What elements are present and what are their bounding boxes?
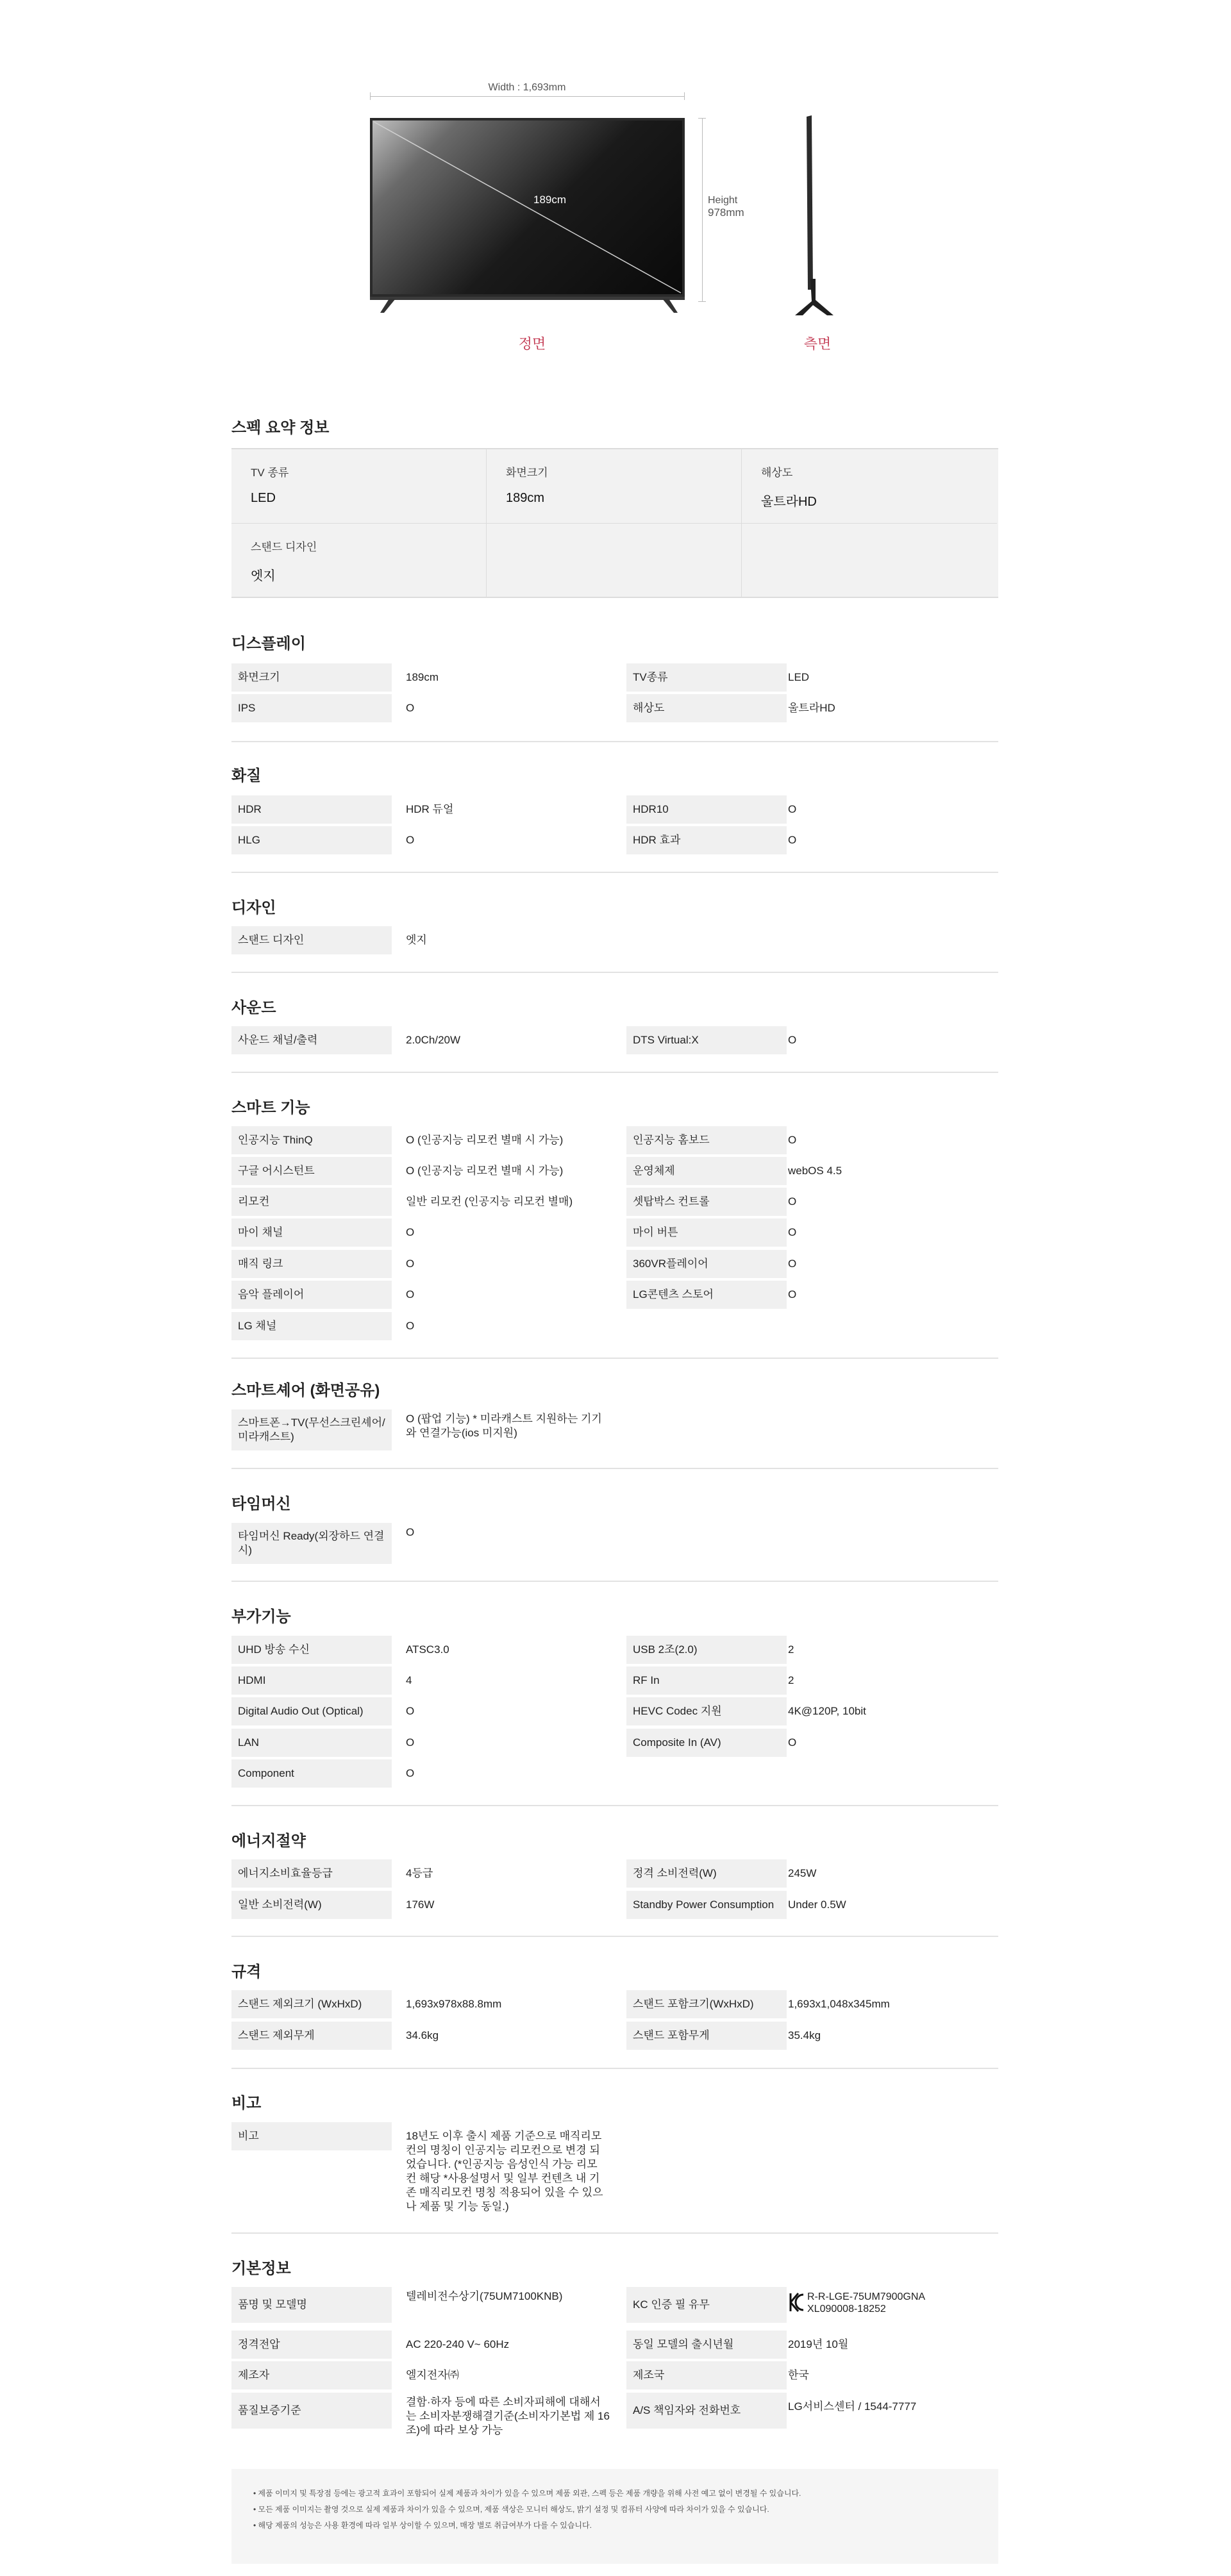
spec-value: 35.4kg [788, 2029, 821, 2041]
spec-key: 스탠드 제외무게 [231, 2022, 392, 2050]
spec-value: O [406, 834, 415, 846]
spec-key: Digital Audio Out (Optical) [231, 1697, 392, 1725]
section-title-sub: (화면공유) [305, 1382, 380, 1399]
spec-row [231, 1250, 998, 1278]
section-divider [231, 1072, 998, 1073]
spec-key: Composite In (AV) [626, 1729, 787, 1757]
spec-key: 에너지소비효율등급 [231, 1859, 392, 1888]
spec-key: A/S 책임자와 전화번호 [626, 2393, 787, 2429]
spec-key: HDR [231, 795, 392, 824]
spec-key: 음악 플레이어 [231, 1281, 392, 1309]
spec-value: O [406, 702, 415, 714]
disclaimer-item: • 제품 이미지 및 특장점 등에는 광고적 효과이 포함되어 실제 제품과 차이가 있을 수 있으며 제품 외관, 스펙 등은 제품 개량을 위해 사전 예고 없이 변경될 수 있습니다. [253, 2486, 998, 2502]
spec-key: 매직 링크 [231, 1250, 392, 1278]
diagonal-line [370, 118, 685, 297]
spec-value: O [788, 1288, 797, 1300]
section-title-text: 에너지절약 [231, 1832, 306, 1850]
summary-cell-stand-design [231, 524, 487, 598]
spec-value: O (인공지능 리모컨 별매 시 가능) [406, 1165, 564, 1177]
spec-key: 리모컨 [231, 1188, 392, 1216]
spec-row [231, 1636, 998, 1664]
tv-stand-feet [375, 299, 683, 314]
spec-key: 일반 소비전력(W) [231, 1891, 392, 1919]
spec-key: 정격 소비전력(W) [626, 1859, 787, 1888]
spec-key: 스탠드 제외크기 (WxHxD) [231, 1990, 392, 2018]
section-title-text: 타임머신 [231, 1495, 291, 1513]
summary-box [231, 448, 998, 598]
spec-value: ATSC3.0 [406, 1643, 449, 1656]
spec-row [231, 2361, 998, 2389]
width-label: Width : 1,693mm [476, 82, 578, 94]
kc-cert-icon [788, 2291, 805, 2314]
height-tick-bottom [698, 301, 706, 302]
spec-value: O [406, 1226, 415, 1238]
spec-value: O [406, 1288, 415, 1300]
spec-row [231, 1126, 998, 1154]
height-label: Height [708, 195, 738, 206]
spec-row [231, 1759, 998, 1788]
spec-value: 4K@120P, 10bit [788, 1705, 866, 1717]
spec-key: 마이 채널 [231, 1218, 392, 1247]
section-divider [231, 741, 998, 742]
section-title-text: 화질 [231, 767, 262, 785]
section-divider [231, 1468, 998, 1469]
spec-key: 비고 [231, 2122, 392, 2150]
section-divider [231, 2068, 998, 2069]
spec-row [231, 826, 998, 854]
summary-title: 스펙 요약 정보 [231, 419, 330, 436]
section-divider [231, 1805, 998, 1806]
spec-row [231, 1666, 998, 1695]
spec-row [231, 1523, 998, 1564]
spec-row [231, 926, 998, 954]
spec-row [231, 2122, 998, 2213]
spec-value: 엣지 [406, 934, 427, 946]
section-title-text: 스마트셰어 [231, 1382, 306, 1399]
spec-value: 엘지전자㈜ [406, 2369, 459, 2381]
spec-key: HDR10 [626, 795, 787, 824]
summary-label: TV 종류 [251, 467, 289, 479]
section-title-text: 스마트 기능 [231, 1099, 310, 1117]
spec-key: 인공지능 홈보드 [626, 1126, 787, 1154]
diagonal-label: 189cm [533, 194, 567, 206]
spec-row [231, 663, 998, 692]
spec-value: LG서비스센터 / 1544-7777 [788, 2400, 917, 2413]
spec-key: LG 채널 [231, 1312, 392, 1340]
summary-label: 해상도 [761, 467, 793, 479]
section-title-text: 디스플레이 [231, 635, 306, 652]
spec-value: HDR 듀얼 [406, 803, 454, 815]
spec-value: 일반 리모컨 (인공지능 리모컨 별매) [406, 1195, 573, 1208]
spec-value: 18년도 이후 출시 제품 기준으로 매직리모컨의 명칭이 인공지능 리모컨으로 변경 되었습니다. (*인공지능 음성인식 가능 리모컨 해당 *사용설명서 및 일부 컨텐츠 내 기존 매직리모컨 명칭 적용되어 있을 수 있으나 제품 및 기능 동일.) [406, 2130, 603, 2213]
spec-key: 마이 버튼 [626, 1218, 787, 1247]
kc-cert-line: R-R-LGE-75UM7900GNA [807, 2291, 926, 2302]
spec-key: 운영체제 [626, 1157, 787, 1185]
side-caption: 측면 [803, 336, 832, 352]
spec-value: 2 [788, 1674, 794, 1686]
spec-value: O [788, 1258, 797, 1270]
spec-value: O [788, 803, 797, 815]
spec-row [231, 1409, 998, 1450]
section-title-text: 부가기능 [231, 1608, 291, 1625]
spec-key: 품명 및 모델명 [231, 2287, 392, 2323]
spec-value: O [788, 1226, 797, 1238]
spec-row [231, 1188, 998, 1216]
summary-label: 화면크기 [506, 467, 548, 479]
spec-key: UHD 방송 수신 [231, 1636, 392, 1664]
spec-value: O (팝업 기능) * 미라캐스트 지원하는 기기와 연결가능(ios 미지원) [406, 1413, 602, 1439]
spec-value: O [788, 1736, 797, 1749]
spec-key: 셋탑박스 컨트롤 [626, 1188, 787, 1216]
height-line [702, 118, 703, 301]
spec-key: RF In [626, 1666, 787, 1695]
spec-value: 2.0Ch/20W [406, 1034, 461, 1046]
spec-value: 4 [406, 1674, 412, 1686]
width-tick-left [370, 92, 371, 100]
spec-key: 사운드 채널/출력 [231, 1026, 392, 1054]
summary-label: 스탠드 디자인 [251, 541, 317, 553]
section-title-text: 사운드 [231, 999, 276, 1017]
spec-row [231, 1312, 998, 1340]
spec-row [231, 2022, 998, 2050]
summary-value: LED [251, 491, 276, 505]
spec-value: O [406, 1526, 415, 1538]
spec-row [231, 1990, 998, 2018]
spec-row [231, 2287, 998, 2323]
spec-key: 스탠드 포함크기(WxHxD) [626, 1990, 787, 2018]
spec-value: 1,693x978x88.8mm [406, 1998, 502, 2010]
spec-key: IPS [231, 694, 392, 722]
front-caption: 정면 [518, 336, 546, 352]
disclaimer-box [231, 2469, 998, 2564]
spec-value: O [406, 1705, 415, 1717]
height-tick-top [698, 118, 706, 119]
spec-value: AC 220-240 V~ 60Hz [406, 2338, 510, 2350]
spec-row [231, 2331, 998, 2359]
spec-key: Standby Power Consumption [626, 1891, 787, 1919]
spec-value: 176W [406, 1899, 435, 1911]
spec-value: 2 [788, 1643, 794, 1656]
spec-key: 품질보증기준 [231, 2393, 392, 2429]
spec-key: LG콘텐츠 스토어 [626, 1281, 787, 1309]
spec-value: 34.6kg [406, 2029, 439, 2041]
spec-row [231, 795, 998, 824]
spec-value: 울트라HD [788, 702, 835, 714]
summary-cell-empty [487, 524, 742, 598]
spec-row [231, 1026, 998, 1054]
spec-row [231, 1697, 998, 1725]
spec-key: HLG [231, 826, 392, 854]
summary-cell-resolution [742, 449, 997, 524]
spec-key: HDR 효과 [626, 826, 787, 854]
tv-side-image [782, 115, 846, 317]
summary-cell-screen-size [487, 449, 742, 524]
section-divider [231, 1358, 998, 1359]
spec-key: HEVC Codec 지원 [626, 1697, 787, 1725]
spec-value: O [788, 1134, 797, 1146]
section-title-text: 비고 [231, 2095, 262, 2112]
spec-value: O [788, 834, 797, 846]
spec-row [231, 1891, 998, 1919]
spec-value: 한국 [788, 2369, 809, 2381]
spec-value: 결함·하자 등에 따른 소비자피해에 대해서는 소비자분쟁해결기준(소비자기본법 제 16조)에 따라 보상 가능 [406, 2396, 610, 2436]
spec-key: 제조국 [626, 2361, 787, 2389]
spec-key: 구글 어시스턴트 [231, 1157, 392, 1185]
spec-key: TV종류 [626, 663, 787, 692]
spec-value: 245W [788, 1867, 817, 1879]
spec-key: DTS Virtual:X [626, 1026, 787, 1054]
spec-value: O [406, 1320, 415, 1332]
spec-row [231, 1281, 998, 1309]
kc-mark-value [788, 2291, 980, 2315]
summary-value: 189cm [506, 491, 545, 505]
spec-key: 제조자 [231, 2361, 392, 2389]
spec-value: O [406, 1736, 415, 1749]
section-title-text: 디자인 [231, 899, 276, 917]
summary-value: 엣지 [251, 569, 276, 583]
height-value: 978mm [708, 206, 744, 219]
spec-row [231, 1859, 998, 1888]
kc-cert-number [807, 2291, 925, 2315]
spec-key: 스마트폰→TV(무선스크린셰어/미라캐스트) [231, 1409, 392, 1450]
spec-key: 정격전압 [231, 2331, 392, 2359]
kc-cert-line: XL090008-18252 [807, 2304, 886, 2314]
spec-value: O [406, 1258, 415, 1270]
spec-key: 해상도 [626, 694, 787, 722]
section-divider [231, 2232, 998, 2234]
spec-value: 189cm [406, 671, 439, 683]
disclaimer-item: • 해당 제품의 성능은 사용 환경에 따라 일부 상이할 수 있으며, 매장 별로 취급여부가 다를 수 있습니다. [253, 2518, 998, 2534]
spec-key: 인공지능 ThinQ [231, 1126, 392, 1154]
spec-row [231, 694, 998, 722]
spec-value: O [406, 1767, 415, 1779]
section-divider [231, 972, 998, 973]
spec-value: O [788, 1195, 797, 1208]
spec-key: 스탠드 포함무게 [626, 2022, 787, 2050]
spec-key: 스탠드 디자인 [231, 926, 392, 954]
spec-row [231, 1729, 998, 1757]
section-title-text: 기본정보 [231, 2260, 291, 2277]
spec-key: 360VR플레이어 [626, 1250, 787, 1278]
spec-row [231, 1218, 998, 1247]
spec-value: O (인공지능 리모컨 별매 시 가능) [406, 1134, 564, 1146]
spec-key: 동일 모델의 출시년월 [626, 2331, 787, 2359]
disclaimer-item: • 모든 제품 이미지는 촬영 것으로 실제 제품과 차이가 있을 수 있으며, 제품 색상은 모니터 해상도, 밝기 설정 및 컴퓨터 사양에 따라 차이가 있을 수 있습니다. [253, 2502, 998, 2518]
spec-value: 1,693x1,048x345mm [788, 1998, 890, 2010]
spec-key: LAN [231, 1729, 392, 1757]
spec-row [231, 1157, 998, 1185]
spec-value: O [788, 1034, 797, 1046]
spec-key: HDMI [231, 1666, 392, 1695]
spec-value: 2019년 10월 [788, 2338, 849, 2350]
spec-key: USB 2조(2.0) [626, 1636, 787, 1664]
spec-key: 타임머신 Ready(외장하드 연결 시) [231, 1523, 392, 1564]
section-divider [231, 1936, 998, 1937]
spec-key: 화면크기 [231, 663, 392, 692]
spec-key: Component [231, 1759, 392, 1788]
width-tick-right [684, 92, 685, 100]
spec-key: KC 인증 필 유무 [626, 2287, 787, 2323]
spec-value: LED [788, 671, 810, 683]
spec-row [231, 2393, 998, 2436]
spec-value: webOS 4.5 [788, 1165, 842, 1177]
section-divider [231, 1581, 998, 1582]
spec-value: 4등급 [406, 1867, 433, 1879]
width-line [370, 96, 685, 97]
summary-cell-tv-type [231, 449, 487, 524]
section-divider [231, 872, 998, 873]
spec-value: 텔레비전수상기(75UM7100KNB) [406, 2290, 563, 2302]
spec-value: Under 0.5W [788, 1899, 846, 1911]
section-title-text: 규격 [231, 1963, 262, 1981]
summary-value: 울트라HD [761, 495, 817, 509]
